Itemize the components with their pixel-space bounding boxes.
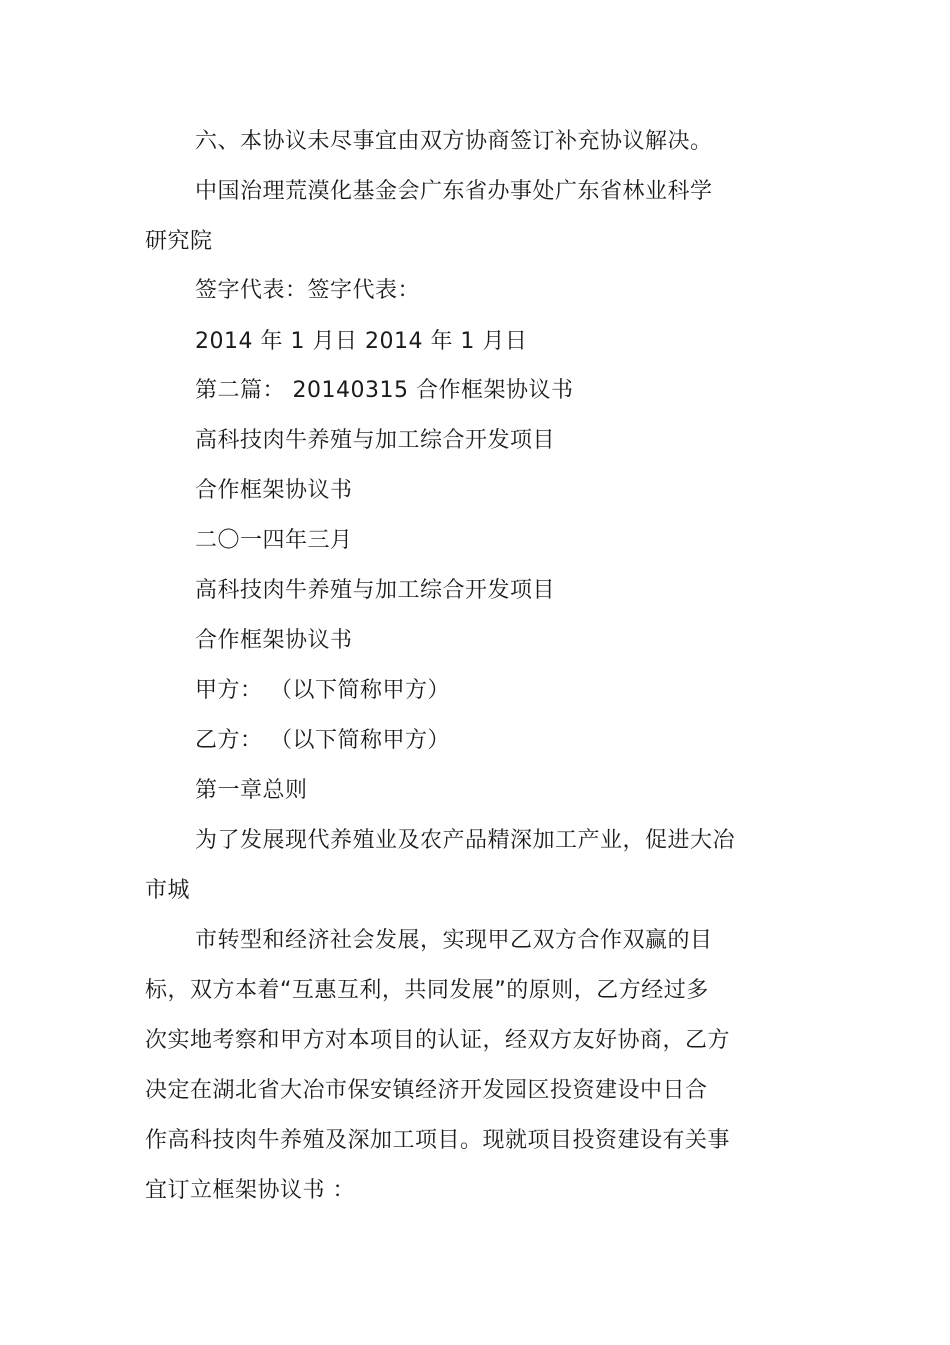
signature-representatives: 签字代表：签字代表： (195, 278, 421, 303)
document-date: 二〇一四年三月 (195, 528, 353, 553)
signature-dates: 2014 年 1 月日 2014 年 1 月日 (195, 329, 528, 354)
party-a-line: 甲方： （以下简称甲方） (195, 678, 450, 703)
paragraph-line-5: 次实地考察和甲方对本项目的认证，经双方友好协商，乙方 (145, 1028, 731, 1053)
chapter-heading: 第一章总则 (195, 778, 308, 803)
paragraph-line-3: 市转型和经济社会发展，实现甲乙双方合作双赢的目 (195, 928, 713, 953)
signatory-organizations-text: 中国治理荒漠化基金会广东省办事处广东省林业科学 (195, 179, 713, 204)
party-b-line: 乙方： （以下简称甲方） (195, 728, 450, 753)
project-title: 高科技肉牛养殖与加工综合开发项目 (195, 428, 556, 453)
paragraph-line-1: 为了发展现代养殖业及农产品精深加工产业，促进大冶 (195, 828, 736, 853)
signatory-organizations-continued: 研究院 (145, 229, 213, 254)
section-heading: 第二篇： 20140315 合作框架协议书 (195, 378, 574, 403)
clause-six-text: 六、本协议未尽事宜由双方协商签订补充协议解决。 (195, 129, 713, 154)
project-title-repeat: 高科技肉牛养殖与加工综合开发项目 (195, 578, 556, 603)
paragraph-line-4: 标，双方本着“互惠互利，共同发展”的原则，乙方经过多 (145, 978, 709, 1003)
paragraph-line-6: 决定在湖北省大冶市保安镇经济开发园区投资建设中日合 (145, 1078, 708, 1103)
paragraph-line-8: 宜订立框架协议书 ： (145, 1178, 355, 1203)
agreement-title: 合作框架协议书 (195, 478, 353, 503)
agreement-title-repeat: 合作框架协议书 (195, 628, 353, 653)
paragraph-line-7: 作高科技肉牛养殖及深加工项目。现就项目投资建设有关事 (145, 1128, 731, 1153)
paragraph-line-2: 市城 (145, 878, 191, 903)
